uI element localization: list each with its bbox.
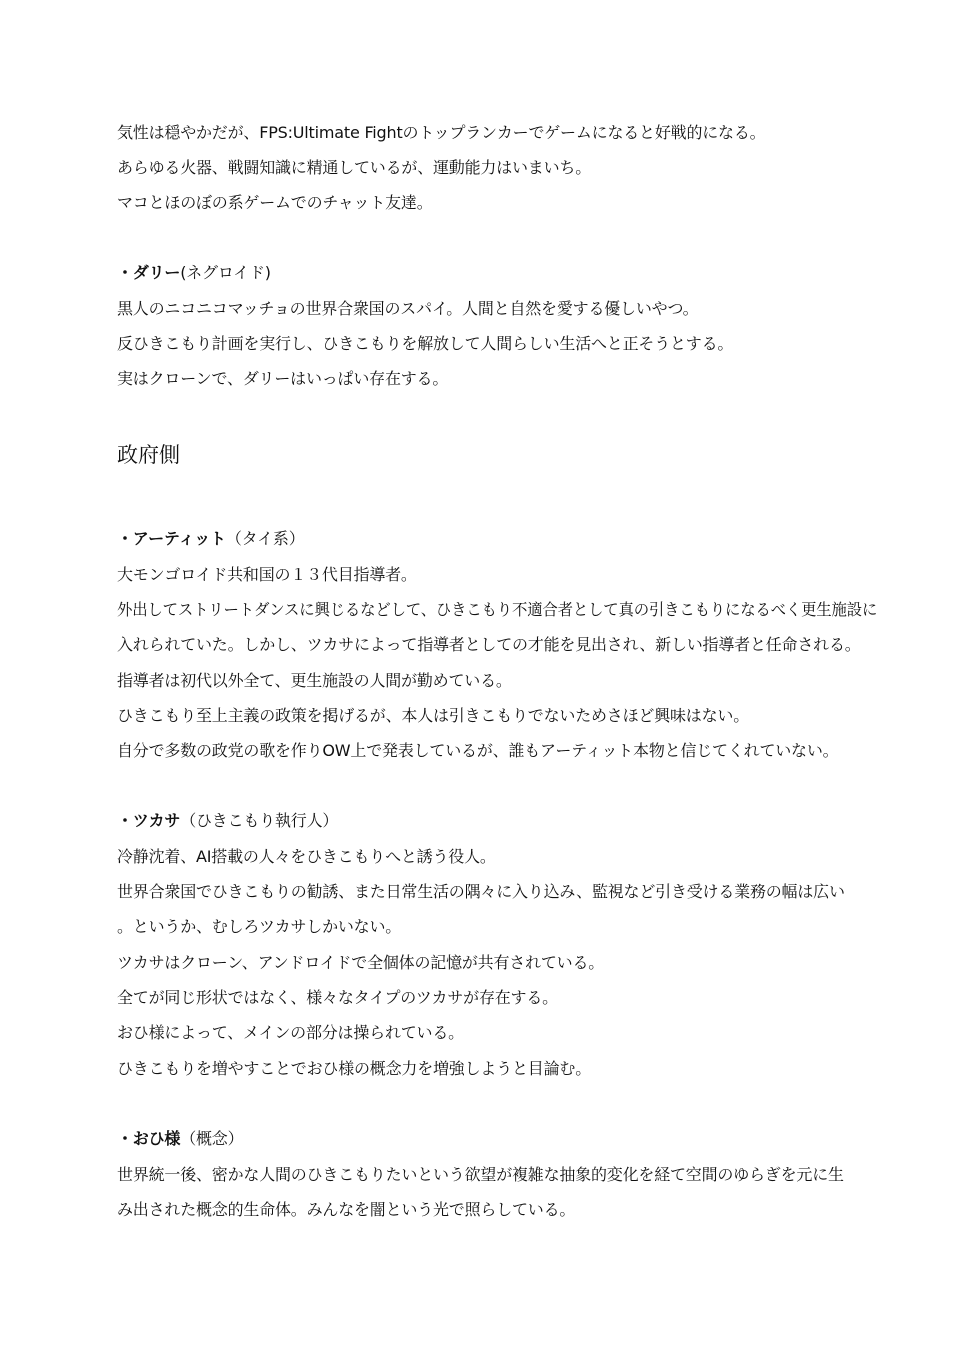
- artit-line-5: ひきこもり至上主義の政策を掲げるが、本人は引きこもりでないためさほど興味はない。: [117, 706, 750, 725]
- intro-line-1: 気性は穏やかだが、FPS:Ultimate Fightのトップランカーでゲームになると好戦的になる。: [117, 123, 766, 142]
- tsukasa-line-1: 冷静沈着、AI搭載の人々をひきこもりへと誘う役人。: [117, 847, 496, 866]
- character-heading-tsukasa: [117, 810, 857, 832]
- character-note: （タイ系）: [225, 529, 305, 548]
- tsukasa-line-3: 。というか、むしろツカサしかいない。: [117, 917, 402, 936]
- dally-line-1: 黒人のニコニコマッチョの世界合衆国のスパイ。人間と自然を愛する優しいやつ。: [117, 299, 699, 318]
- tsukasa-line-6: おひ様によって、メインの部分は操られている。: [117, 1023, 464, 1042]
- tsukasa-line-7: ひきこもりを増やすことでおひ様の概念力を増強しようと目論む。: [117, 1059, 592, 1078]
- character-note: （ひきこもり執行人）: [180, 811, 339, 830]
- artit-line-1: 大モンゴロイド共和国の１３代目指導者。: [117, 565, 417, 584]
- character-note: （概念）: [180, 1129, 244, 1148]
- character-name: ・ツカサ: [117, 811, 181, 830]
- dally-line-2: 反ひきこもり計画を実行し、ひきこもりを解放して人間らしい生活へと正そうとする。: [117, 334, 734, 353]
- tsukasa-line-5: 全てが同じ形状ではなく、様々なタイプのツカサが存在する。: [117, 988, 558, 1007]
- tsukasa-line-4: ツカサはクローン、アンドロイドで全個体の記憶が共有されている。: [117, 953, 605, 972]
- character-name: ・アーティット: [117, 529, 226, 548]
- artit-line-4: 指導者は初代以外全て、更生施設の人間が勤めている。: [117, 671, 512, 690]
- character-note: (ネグロイド): [180, 263, 271, 282]
- character-heading-ohisama: [117, 1128, 857, 1150]
- intro-line-3: マコとほのぼの系ゲームでのチャット友達。: [117, 193, 433, 212]
- dally-line-3: 実はクローンで、ダリーはいっぱい存在する。: [117, 369, 449, 388]
- artit-line-6: 自分で多数の政党の歌を作りOW上で発表しているが、誰もアーティット本物と信じてくれていない。: [117, 741, 839, 760]
- tsukasa-line-2: 世界合衆国でひきこもりの勧誘、また日常生活の隅々に入り込み、監視など引き受ける業務の幅は広い: [117, 882, 845, 901]
- intro-line-2: あらゆる火器、戦闘知識に精通しているが、運動能力はいまいち。: [117, 158, 592, 177]
- character-heading-dally: [117, 262, 857, 284]
- artit-line-2: 外出してストリートダンスに興じるなどして、ひきこもり不適合者として真の引きこもりになるべく更生施設に: [117, 600, 878, 619]
- section-heading-government: 政府側: [117, 443, 180, 467]
- artit-line-3: 入れられていた。しかし、ツカサによって指導者としての才能を見出され、新しい指導者と任命される。: [117, 635, 861, 654]
- character-heading-artit: [117, 528, 857, 550]
- ohisama-line-1: 世界統一後、密かな人間のひきこもりたいという欲望が複雑な抽象的変化を経て空間のゆらぎを元に生: [117, 1165, 844, 1184]
- character-name: ・おひ様: [117, 1129, 181, 1148]
- ohisama-line-2: み出された概念的生命体。みんなを闇という光で照らしている。: [117, 1200, 576, 1219]
- character-name: ・ダリー: [117, 263, 181, 282]
